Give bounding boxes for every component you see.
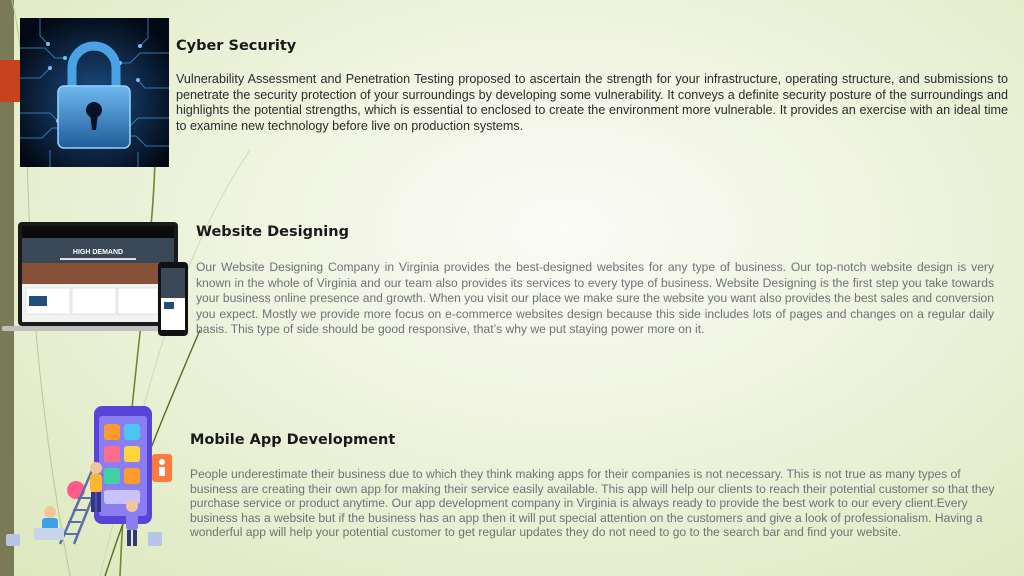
mobile-app-image — [2, 404, 180, 552]
mockup-heading: HIGH DEMAND — [72, 249, 124, 256]
cyber-security-title: Cyber Security — [176, 38, 297, 54]
laptop-phone-mockup-icon — [0, 218, 192, 338]
accent-block — [0, 60, 20, 102]
cyber-security-text: Vulnerability Assessment and Penetration Testing proposed to ascertain the strength for your infrastructure, operating structure, and submissions to penetrate the security protection of your surroundings by developing some vulnerability. It conveys a definite security posture of the surroundings and highlights the potential strengths, which is essential to enclosed to create the environment more vulnerable. It provides an exercise with an ideal time to examine new technology before live on production systems. — [176, 72, 1008, 133]
mobile-app-illustration-icon — [2, 404, 180, 552]
padlock-circuit-icon — [20, 18, 169, 167]
mobile-app-title: Mobile App Development — [190, 432, 396, 448]
website-designing-text: Our Website Designing Company in Virginia provides the best-designed websites for any type of business. Our top-notch website design is very known in the whole of Virginia and our team also provides its services to every type of business. Website Designing is the first step you take towards your business online presence and growth. When you visit our place we make sure the website you want also provides the best sales and conversion you expect. Mostly we provide more focus on e-commerce websites design because this side includes lots of pages and changes on a regular daily basis. This type of side should be good responsive, that’s why we put staying power more on it. — [196, 260, 994, 337]
cyber-security-image — [20, 18, 169, 167]
website-mockup-image — [0, 218, 192, 338]
website-designing-title: Website Designing — [196, 224, 349, 240]
mobile-app-text: People underestimate their business due to which they think making apps for their companies is not necessary. This is not true as many types of business are creating their own app for making their service easily available. This app will help our clients to reach their potential customer so that they purchase service or product anytime. Our app development company in Virginia is always ready to provide the best work to our every client.Every business has a website but if the business has an app then it will put special attention on the customers and give a look of professionalism. Having a wonderful app will help your potential customer to get regular updates they do not need to go to the search bar and find your website. — [190, 467, 995, 540]
